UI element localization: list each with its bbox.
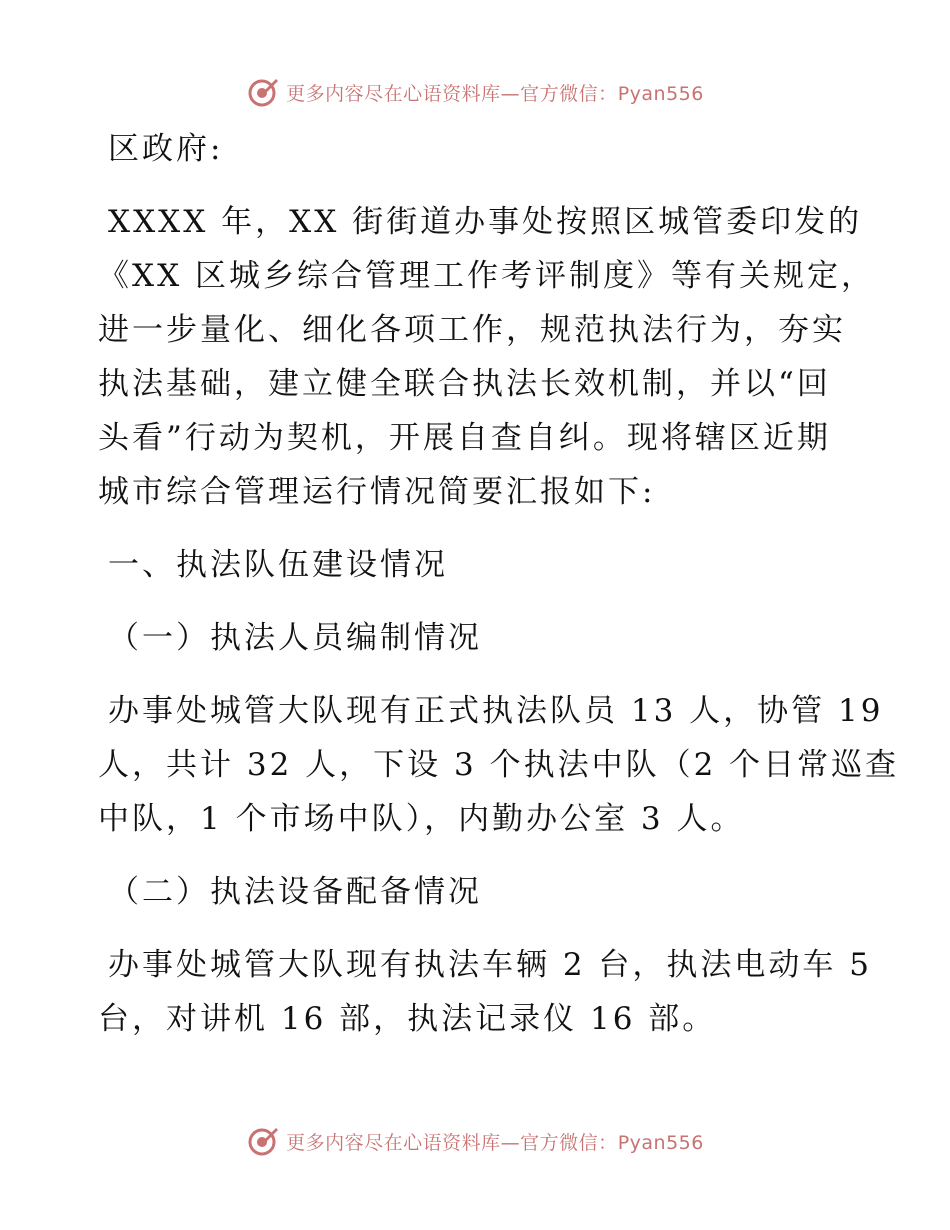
intro-line: 进一步量化、细化各项工作，规范执法行为，夯实 <box>98 312 846 348</box>
subsection-heading: （二）执法设备配备情况 <box>108 874 482 910</box>
equipment-paragraph <box>98 938 873 1046</box>
salutation: 区政府: <box>108 131 224 167</box>
watermark-dash: — <box>500 1131 521 1154</box>
equipment-line: 台，对讲机 16 部，执法记录仪 16 部。 <box>98 1001 717 1037</box>
intro-line: 头看”行动为契机，开展自查自纠。现将辖区近期 <box>98 420 831 456</box>
intro-paragraph <box>98 195 875 519</box>
watermark-handle: Pyan556 <box>617 82 704 105</box>
pen-circle-icon <box>246 1124 280 1158</box>
intro-line: XXXX 年，XX 街街道办事处按照区城管委印发的 <box>108 204 863 240</box>
watermark-text <box>286 1128 704 1155</box>
document-body <box>98 122 900 1046</box>
watermark-main: 更多内容尽在心语资料库 <box>286 82 501 105</box>
header-watermark <box>0 72 950 112</box>
watermark-dash: — <box>500 82 521 105</box>
staffing-line: 中队，1 个市场中队），内勤办公室 3 人。 <box>98 801 745 837</box>
subsection-heading: （一）执法人员编制情况 <box>108 620 482 656</box>
staffing-line: 人，共计 32 人，下设 3 个执法中队（2 个日常巡查 <box>98 747 900 783</box>
intro-line: 执法基础，建立健全联合执法长效机制，并以“回 <box>98 366 831 402</box>
intro-line: 城市综合管理运行情况简要汇报如下: <box>98 474 656 510</box>
section-heading: 一、执法队伍建设情况 <box>108 547 448 583</box>
pen-circle-icon <box>246 75 280 109</box>
footer-watermark <box>0 1121 950 1161</box>
equipment-line: 办事处城管大队现有执法车辆 2 台，执法电动车 5 <box>108 947 873 983</box>
staffing-paragraph <box>98 684 900 846</box>
intro-line: 《XX 区城乡综合管理工作考评制度》等有关规定， <box>98 258 875 294</box>
watermark-official: 官方微信： <box>520 1131 618 1154</box>
watermark-handle: Pyan556 <box>617 1131 704 1154</box>
staffing-line: 办事处城管大队现有正式执法队员 13 人，协管 19 <box>108 693 884 729</box>
watermark-main: 更多内容尽在心语资料库 <box>286 1131 501 1154</box>
watermark-official: 官方微信： <box>520 82 618 105</box>
watermark-text <box>286 79 704 106</box>
